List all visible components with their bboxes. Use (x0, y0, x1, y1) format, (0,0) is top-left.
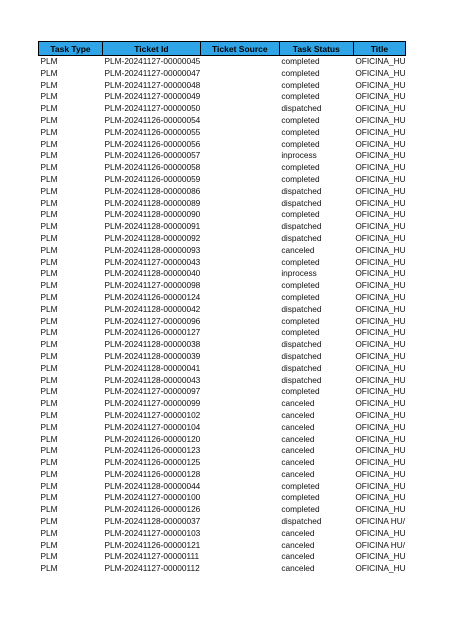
table-row (39, 209, 406, 221)
title-cell[interactable]: OFICINA_HU (355, 56, 406, 66)
title-cell[interactable]: OFICINA_HU (355, 433, 406, 444)
task-type-cell[interactable]: PLM (40, 362, 58, 373)
ticket-source-cell[interactable] (200, 139, 279, 151)
ticket-source-cell[interactable] (200, 56, 279, 68)
task-type-cell[interactable]: PLM (40, 138, 58, 149)
ticket-id-cell[interactable]: PLM-20241127-00000104 (104, 421, 201, 432)
title-cell[interactable]: OFICINA_HU (355, 398, 406, 409)
title-cell[interactable]: OFICINA_HU (355, 280, 406, 291)
table-row (39, 103, 406, 115)
ticket-id-cell[interactable]: PLM-20241128-00000089 (104, 197, 201, 208)
ticket-source-cell[interactable] (200, 68, 279, 80)
title-cell[interactable]: OFICINA_HU (355, 350, 406, 361)
ticket-id-cell[interactable]: PLM-20241127-00000050 (104, 103, 201, 114)
table-row (39, 386, 406, 398)
ticket-source-cell[interactable] (200, 398, 279, 410)
table-row (39, 127, 406, 139)
spreadsheet (38, 41, 406, 575)
task-status-cell[interactable]: canceled (281, 398, 315, 409)
title-cell[interactable]: OFICINA_HU (355, 138, 406, 149)
title-cell[interactable]: OFICINA_HU (355, 79, 406, 90)
ticket-source-cell[interactable] (200, 445, 279, 457)
ticket-source-cell[interactable] (200, 375, 279, 387)
col-header-ticket-source[interactable]: Ticket Source (200, 42, 279, 56)
title-cell[interactable]: OFICINA_HU (355, 185, 406, 196)
ticket-source-cell[interactable] (200, 540, 279, 552)
ticket-source-cell[interactable] (200, 257, 279, 269)
table-row (39, 186, 406, 198)
col-header-task-status[interactable]: Task Status (279, 42, 353, 56)
task-status-cell[interactable]: completed (281, 126, 320, 137)
task-status-cell[interactable]: completed (281, 280, 320, 291)
task-status-cell[interactable]: canceled (281, 409, 315, 420)
table-row (39, 139, 406, 151)
task-type-cell[interactable]: PLM (40, 468, 58, 479)
table-row (39, 292, 406, 304)
task-type-cell[interactable]: PLM (40, 67, 58, 78)
ticket-source-cell[interactable] (200, 469, 279, 481)
ticket-source-cell[interactable] (200, 91, 279, 103)
ticket-id-cell[interactable]: PLM-20241127-00000096 (104, 315, 201, 326)
col-header-task-type[interactable]: Task Type (39, 42, 103, 56)
task-type-cell[interactable]: PLM (40, 114, 58, 125)
title-cell[interactable]: OFICINA_HU (355, 91, 406, 102)
task-status-cell[interactable]: completed (281, 138, 320, 149)
title-cell[interactable]: OFICINA_HU (355, 445, 406, 456)
task-type-cell[interactable]: PLM (40, 280, 58, 291)
title-cell[interactable]: OFICINA_HU (355, 362, 406, 373)
ticket-source-cell[interactable] (200, 410, 279, 422)
ticket-id-cell[interactable]: PLM-20241126-00000056 (104, 138, 201, 149)
task-status-cell[interactable]: canceled (281, 445, 315, 456)
task-status-cell[interactable]: completed (281, 327, 320, 338)
task-type-cell[interactable]: PLM (40, 457, 58, 468)
task-status-cell[interactable]: inprocess (281, 268, 317, 279)
ticket-id-cell[interactable]: PLM-20241126-00000121 (104, 539, 201, 550)
task-status-cell[interactable]: dispatched (281, 374, 322, 385)
table-row (39, 540, 406, 552)
ticket-source-cell[interactable] (200, 386, 279, 398)
ticket-source-cell[interactable] (200, 80, 279, 92)
task-type-cell[interactable]: PLM (40, 221, 58, 232)
task-status-cell[interactable]: dispatched (281, 232, 322, 243)
table-row (39, 469, 406, 481)
ticket-id-cell[interactable]: PLM-20241128-00000039 (104, 350, 201, 361)
ticket-id-cell[interactable]: PLM-20241127-00000047 (104, 67, 201, 78)
task-type-cell[interactable]: PLM (40, 56, 58, 66)
title-cell[interactable]: OFICINA_HU (355, 173, 406, 184)
task-status-cell[interactable]: completed (281, 173, 320, 184)
ticket-id-cell[interactable]: PLM-20241126-00000124 (104, 291, 201, 302)
ticket-source-cell[interactable] (200, 351, 279, 363)
ticket-id-cell[interactable]: PLM-20241126-00000125 (104, 457, 201, 468)
title-cell[interactable]: OFICINA_HU (355, 468, 406, 479)
ticket-source-cell[interactable] (200, 268, 279, 280)
table-row (39, 257, 406, 269)
title-cell[interactable]: OFICINA_HU (355, 244, 406, 255)
title-cell[interactable]: OFICINA_HU (355, 457, 406, 468)
title-cell[interactable]: OFICINA_HU (355, 209, 406, 220)
task-type-cell[interactable]: PLM (40, 185, 58, 196)
task-type-cell[interactable]: PLM (40, 126, 58, 137)
ticket-id-cell[interactable]: PLM-20241127-00000097 (104, 386, 201, 397)
table-row (39, 551, 406, 563)
task-status-cell[interactable]: dispatched (281, 221, 322, 232)
task-type-cell[interactable]: PLM (40, 315, 58, 326)
ticket-source-cell[interactable] (200, 245, 279, 257)
task-status-cell[interactable]: completed (281, 480, 320, 491)
ticket-id-cell[interactable]: PLM-20241128-00000093 (104, 244, 201, 255)
table-row (39, 492, 406, 504)
task-type-cell[interactable]: PLM (40, 445, 58, 456)
task-status-cell[interactable]: completed (281, 386, 320, 397)
table-row (39, 434, 406, 446)
task-status-cell[interactable]: completed (281, 91, 320, 102)
table-row (39, 80, 406, 92)
task-status-cell[interactable]: dispatched (281, 185, 322, 196)
table-row (39, 198, 406, 210)
task-status-cell[interactable]: canceled (281, 421, 315, 432)
ticket-source-cell[interactable] (200, 233, 279, 245)
title-cell[interactable]: OFICINA_HU (355, 551, 406, 562)
task-status-cell[interactable]: dispatched (281, 516, 322, 527)
ticket-id-cell[interactable]: PLM-20241127-00000103 (104, 527, 201, 538)
task-status-cell[interactable]: canceled (281, 539, 315, 550)
task-status-cell[interactable]: canceled (281, 527, 315, 538)
task-type-cell[interactable]: PLM (40, 386, 58, 397)
table-row (39, 221, 406, 233)
table-row (39, 516, 406, 528)
title-cell[interactable]: OFICINA_HU (355, 315, 406, 326)
table-row (39, 174, 406, 186)
title-cell[interactable]: OFICINA_HU (355, 421, 406, 432)
task-type-cell[interactable]: PLM (40, 91, 58, 102)
task-table (38, 41, 406, 575)
task-status-cell[interactable]: completed (281, 291, 320, 302)
ticket-source-cell[interactable] (200, 481, 279, 493)
task-type-cell[interactable]: PLM (40, 291, 58, 302)
table-row (39, 150, 406, 162)
table-row (39, 398, 406, 410)
task-status-cell[interactable]: inprocess (281, 150, 317, 161)
ticket-id-cell[interactable]: PLM-20241128-00000040 (104, 268, 201, 279)
task-status-cell[interactable]: completed (281, 67, 320, 78)
ticket-id-cell[interactable]: PLM-20241126-00000054 (104, 114, 201, 125)
title-cell[interactable]: OFICINA_HU (355, 291, 406, 302)
ticket-id-cell[interactable]: PLM-20241126-00000123 (104, 445, 201, 456)
title-cell[interactable]: OFICINA_HU (355, 527, 406, 538)
title-cell[interactable]: OFICINA HU/ (355, 516, 406, 527)
task-type-cell[interactable]: PLM (40, 433, 58, 444)
table-body (39, 56, 406, 576)
task-type-cell[interactable]: PLM (40, 103, 58, 114)
task-type-cell[interactable]: PLM (40, 79, 58, 90)
ticket-source-cell[interactable] (200, 316, 279, 328)
table-row (39, 162, 406, 174)
table-row (39, 316, 406, 328)
table-row (39, 339, 406, 351)
table-row (39, 351, 406, 363)
task-type-cell[interactable]: PLM (40, 173, 58, 184)
table-row (39, 245, 406, 257)
ticket-source-cell[interactable] (200, 434, 279, 446)
ticket-source-cell[interactable] (200, 504, 279, 516)
ticket-id-cell[interactable]: PLM-20241127-00000098 (104, 280, 201, 291)
table-row (39, 280, 406, 292)
task-type-cell[interactable]: PLM (40, 551, 58, 562)
title-cell[interactable]: OFICINA_HU (355, 563, 406, 574)
task-type-cell[interactable]: PLM (40, 539, 58, 550)
task-type-cell[interactable]: PLM (40, 527, 58, 538)
ticket-id-cell[interactable]: PLM-20241128-00000092 (104, 232, 201, 243)
task-type-cell[interactable]: PLM (40, 162, 58, 173)
ticket-id-cell[interactable]: PLM-20241126-00000058 (104, 162, 201, 173)
task-type-cell[interactable]: PLM (40, 516, 58, 527)
task-status-cell[interactable]: dispatched (281, 197, 322, 208)
title-cell[interactable]: OFICINA_HU (355, 386, 406, 397)
ticket-source-cell[interactable] (200, 162, 279, 174)
task-type-cell[interactable]: PLM (40, 492, 58, 503)
title-cell[interactable]: OFICINA HU/ (355, 539, 406, 550)
task-status-cell[interactable]: canceled (281, 563, 315, 574)
ticket-source-cell[interactable] (200, 563, 279, 575)
ticket-source-cell[interactable] (200, 304, 279, 316)
ticket-id-cell[interactable]: PLM-20241128-00000090 (104, 209, 201, 220)
table-row (39, 422, 406, 434)
task-type-cell[interactable]: PLM (40, 398, 58, 409)
table-row (39, 481, 406, 493)
task-status-cell[interactable]: completed (281, 209, 320, 220)
task-type-cell[interactable]: PLM (40, 327, 58, 338)
task-status-cell[interactable]: dispatched (281, 303, 322, 314)
ticket-id-cell[interactable]: PLM-20241128-00000038 (104, 339, 201, 350)
task-type-cell[interactable]: PLM (40, 421, 58, 432)
task-status-cell[interactable]: completed (281, 162, 320, 173)
ticket-source-cell[interactable] (200, 492, 279, 504)
title-cell[interactable]: OFICINA_HU (355, 374, 406, 385)
ticket-source-cell[interactable] (200, 457, 279, 469)
ticket-id-cell[interactable]: PLM-20241127-00000049 (104, 91, 201, 102)
task-status-cell[interactable]: dispatched (281, 350, 322, 361)
table-row (39, 528, 406, 540)
col-header-ticket-id[interactable]: Ticket Id (103, 42, 201, 56)
task-type-cell[interactable]: PLM (40, 409, 58, 420)
task-type-cell[interactable]: PLM (40, 350, 58, 361)
task-type-cell[interactable]: PLM (40, 150, 58, 161)
ticket-id-cell[interactable]: PLM-20241127-00000100 (104, 492, 201, 503)
table-row (39, 445, 406, 457)
ticket-id-cell[interactable]: PLM-20241126-00000127 (104, 327, 201, 338)
title-cell[interactable]: OFICINA_HU (355, 221, 406, 232)
ticket-id-cell[interactable]: PLM-20241128-00000044 (104, 480, 201, 491)
ticket-id-cell[interactable]: PLM-20241127-00000045 (104, 56, 201, 66)
ticket-source-cell[interactable] (200, 327, 279, 339)
ticket-id-cell[interactable]: PLM-20241127-00000048 (104, 79, 201, 90)
task-type-cell[interactable]: PLM (40, 197, 58, 208)
task-type-cell[interactable]: PLM (40, 209, 58, 220)
task-status-cell[interactable]: dispatched (281, 103, 322, 114)
header-row (39, 42, 406, 56)
table-row (39, 504, 406, 516)
ticket-id-cell[interactable]: PLM-20241128-00000043 (104, 374, 201, 385)
table-row (39, 363, 406, 375)
task-type-cell[interactable]: PLM (40, 504, 58, 515)
ticket-source-cell[interactable] (200, 221, 279, 233)
task-status-cell[interactable]: completed (281, 492, 320, 503)
ticket-id-cell[interactable]: PLM-20241128-00000041 (104, 362, 201, 373)
table-row (39, 563, 406, 575)
task-status-cell[interactable]: completed (281, 315, 320, 326)
ticket-source-cell[interactable] (200, 363, 279, 375)
task-status-cell[interactable]: canceled (281, 468, 315, 479)
ticket-source-cell[interactable] (200, 280, 279, 292)
ticket-source-cell[interactable] (200, 339, 279, 351)
ticket-id-cell[interactable]: PLM-20241127-00000111 (104, 551, 200, 562)
title-cell[interactable]: OFICINA_HU (355, 303, 406, 314)
ticket-id-cell[interactable]: PLM-20241126-00000120 (104, 433, 201, 444)
title-cell[interactable]: OFICINA_HU (355, 480, 406, 491)
task-status-cell[interactable]: canceled (281, 551, 315, 562)
ticket-source-cell[interactable] (200, 150, 279, 162)
table-row (39, 91, 406, 103)
task-type-cell[interactable]: PLM (40, 256, 58, 267)
ticket-source-cell[interactable] (200, 528, 279, 540)
ticket-id-cell[interactable]: PLM-20241126-00000126 (104, 504, 201, 515)
ticket-id-cell[interactable]: PLM-20241127-00000112 (104, 563, 200, 574)
title-cell[interactable]: OFICINA_HU (355, 339, 406, 350)
task-type-cell[interactable]: PLM (40, 339, 58, 350)
task-status-cell[interactable]: completed (281, 56, 320, 66)
ticket-id-cell[interactable]: PLM-20241128-00000042 (104, 303, 201, 314)
task-status-cell[interactable]: canceled (281, 244, 315, 255)
task-status-cell[interactable]: completed (281, 504, 320, 515)
title-cell[interactable]: OFICINA_HU (355, 327, 406, 338)
task-type-cell[interactable]: PLM (40, 563, 58, 574)
ticket-id-cell[interactable]: PLM-20241127-00000043 (104, 256, 201, 267)
table-row (39, 268, 406, 280)
ticket-source-cell[interactable] (200, 516, 279, 528)
ticket-id-cell[interactable]: PLM-20241128-00000091 (104, 221, 201, 232)
title-cell[interactable]: OFICINA_HU (355, 162, 406, 173)
table-row (39, 115, 406, 127)
title-cell[interactable]: OFICINA_HU (355, 504, 406, 515)
title-cell[interactable]: OFICINA_HU (355, 256, 406, 267)
table-row (39, 410, 406, 422)
title-cell[interactable]: OFICINA_HU (355, 67, 406, 78)
task-status-cell[interactable]: canceled (281, 457, 315, 468)
title-cell[interactable]: OFICINA_HU (355, 409, 406, 420)
col-header-title[interactable]: Title (353, 42, 405, 56)
title-cell[interactable]: OFICINA_HU (355, 268, 406, 279)
table-row (39, 304, 406, 316)
table-row (39, 375, 406, 387)
task-type-cell[interactable]: PLM (40, 244, 58, 255)
task-status-cell[interactable]: completed (281, 256, 320, 267)
task-status-cell[interactable]: completed (281, 79, 320, 90)
task-type-cell[interactable]: PLM (40, 374, 58, 385)
ticket-source-cell[interactable] (200, 422, 279, 434)
task-type-cell[interactable]: PLM (40, 268, 58, 279)
title-cell[interactable]: OFICINA_HU (355, 197, 406, 208)
title-cell[interactable]: OFICINA_HU (355, 232, 406, 243)
ticket-id-cell[interactable]: PLM-20241126-00000057 (104, 150, 201, 161)
ticket-source-cell[interactable] (200, 292, 279, 304)
table-row (39, 327, 406, 339)
table-row (39, 457, 406, 469)
table-row (39, 68, 406, 80)
title-cell[interactable]: OFICINA_HU (355, 114, 406, 125)
ticket-source-cell[interactable] (200, 186, 279, 198)
ticket-id-cell[interactable]: PLM-20241126-00000128 (104, 468, 201, 479)
ticket-source-cell[interactable] (200, 127, 279, 139)
task-status-cell[interactable]: dispatched (281, 339, 322, 350)
ticket-id-cell[interactable]: PLM-20241126-00000055 (104, 126, 201, 137)
title-cell[interactable]: OFICINA_HU (355, 126, 406, 137)
ticket-source-cell[interactable] (200, 209, 279, 221)
task-status-cell[interactable]: dispatched (281, 362, 322, 373)
title-cell[interactable]: OFICINA_HU (355, 150, 406, 161)
task-type-cell[interactable]: PLM (40, 303, 58, 314)
ticket-source-cell[interactable] (200, 115, 279, 127)
ticket-source-cell[interactable] (200, 103, 279, 115)
ticket-id-cell[interactable]: PLM-20241126-00000059 (104, 173, 201, 184)
title-cell[interactable]: OFICINA_HU (355, 103, 406, 114)
ticket-id-cell[interactable]: PLM-20241127-00000099 (104, 398, 201, 409)
ticket-id-cell[interactable]: PLM-20241127-00000102 (104, 409, 201, 420)
ticket-id-cell[interactable]: PLM-20241128-00000037 (104, 516, 201, 527)
ticket-source-cell[interactable] (200, 551, 279, 563)
table-row (39, 233, 406, 245)
task-type-cell[interactable]: PLM (40, 232, 58, 243)
ticket-source-cell[interactable] (200, 198, 279, 210)
task-status-cell[interactable]: canceled (281, 433, 315, 444)
ticket-id-cell[interactable]: PLM-20241128-00000086 (104, 185, 201, 196)
ticket-source-cell[interactable] (200, 174, 279, 186)
table-row (39, 56, 406, 68)
title-cell[interactable]: OFICINA_HU (355, 492, 406, 503)
task-status-cell[interactable]: completed (281, 114, 320, 125)
task-type-cell[interactable]: PLM (40, 480, 58, 491)
